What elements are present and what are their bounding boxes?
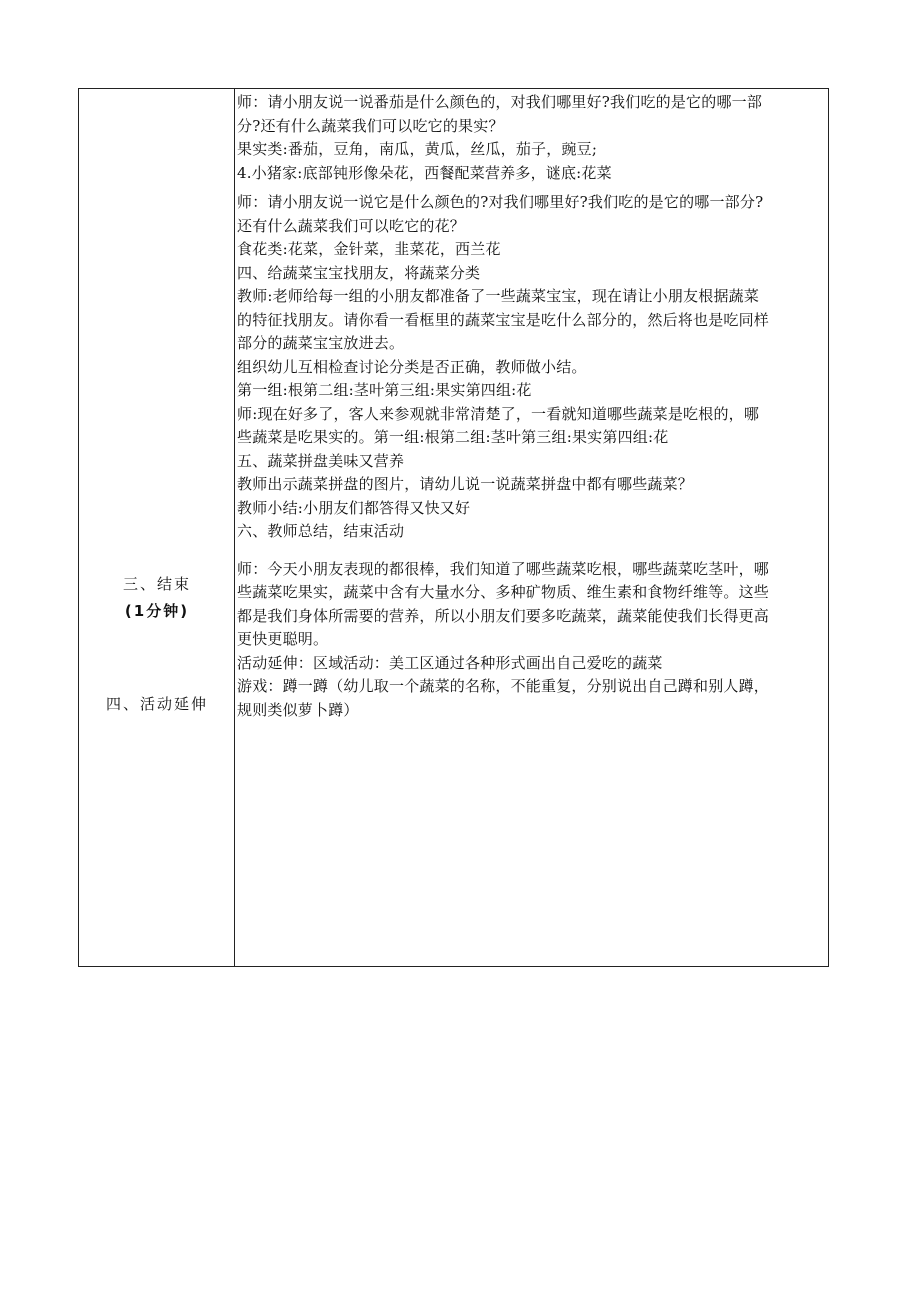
content-line: 组织幼儿互相检查讨论分类是否正确，教师做小结。 bbox=[237, 357, 587, 376]
content-line: 教师出示蔬菜拼盘的图片，请幼儿说一说蔬菜拼盘中都有哪些蔬菜？ bbox=[237, 475, 694, 493]
content-line: 教师小结:小朋友们都答得又快又好 bbox=[237, 498, 471, 517]
lesson-content-column bbox=[235, 89, 828, 966]
content-line: 五、蔬菜拼盘美味又营养 bbox=[237, 451, 405, 470]
content-line: 些蔬菜是吃果实的。第一组:根第二组:茎叶第三组:果实第四组:花 bbox=[237, 428, 669, 446]
content-line: 六、教师总结，结束活动 bbox=[237, 522, 405, 540]
section-end-title: 三、结束 bbox=[122, 575, 191, 593]
content-line: 些蔬菜吃果实，蔬菜中含有大量水分、多种矿物质、维生素和食物纤维等。这些 bbox=[237, 583, 770, 601]
section-label-column bbox=[79, 89, 235, 966]
content-line: 师:现在好多了，客人来参观就非常清楚了，一看就知道哪些蔬菜是吃根的，哪 bbox=[237, 404, 760, 423]
content-line: 果实类:番茄，豆角，南瓜，黄瓜，丝瓜，茄子，豌豆; bbox=[237, 140, 598, 158]
content-line: 师：请小朋友说一说它是什么颜色的?对我们哪里好?我们吃的是它的哪一部分? bbox=[237, 193, 764, 211]
content-line: 四、给蔬菜宝宝找朋友，将蔬菜分类 bbox=[237, 263, 481, 282]
content-line: 游戏：蹲一蹲（幼儿取一个蔬菜的名称，不能重复，分别说出自己蹲和别人蹲， bbox=[237, 677, 770, 695]
content-line: 师：请小朋友说一说番茄是什么颜色的，对我们哪里好?我们吃的是它的哪一部 bbox=[237, 93, 763, 111]
content-line: 规则类似萝卜蹲） bbox=[237, 700, 359, 719]
content-line: 还有什么蔬菜我们可以吃它的花？ bbox=[237, 216, 466, 235]
content-line: 师：今天小朋友表现的都很棒，我们知道了哪些蔬菜吃根，哪些蔬菜吃茎叶，哪 bbox=[237, 559, 770, 578]
content-line: 教师:老师给每一组的小朋友都准备了一些蔬菜宝宝，现在请让小朋友根据蔬菜 bbox=[237, 287, 760, 305]
content-line: 部分的蔬菜宝宝放进去。 bbox=[237, 334, 405, 352]
section-extension-title: 四、活动延伸 bbox=[105, 695, 208, 713]
content-line: 的特征找朋友。请你看一看框里的蔬菜宝宝是吃什么部分的，然后将也是吃同样 bbox=[237, 310, 770, 329]
content-line: 第一组:根第二组:茎叶第三组:果实第四组:花 bbox=[237, 381, 532, 399]
content-line: 分?还有什么蔬菜我们可以吃它的果实？ bbox=[237, 116, 504, 135]
content-line: 4.小猪家:底部钝形像朵花，西餐配菜营养多，谜底:花菜 bbox=[237, 163, 612, 182]
content-line: 都是我们身体所需要的营养，所以小朋友们要多吃蔬菜，蔬菜能使我们长得更高 bbox=[237, 606, 770, 625]
content-line: 更快更聪明。 bbox=[237, 630, 329, 648]
content-line: 食花类:花菜，金针菜，韭菜花，西兰花 bbox=[237, 240, 501, 258]
content-line: 活动延伸：区域活动：美工区通过各种形式画出自己爱吃的蔬菜 bbox=[237, 653, 663, 672]
section-end-duration: (1分钟) bbox=[124, 602, 190, 620]
lesson-plan-table bbox=[78, 88, 829, 967]
